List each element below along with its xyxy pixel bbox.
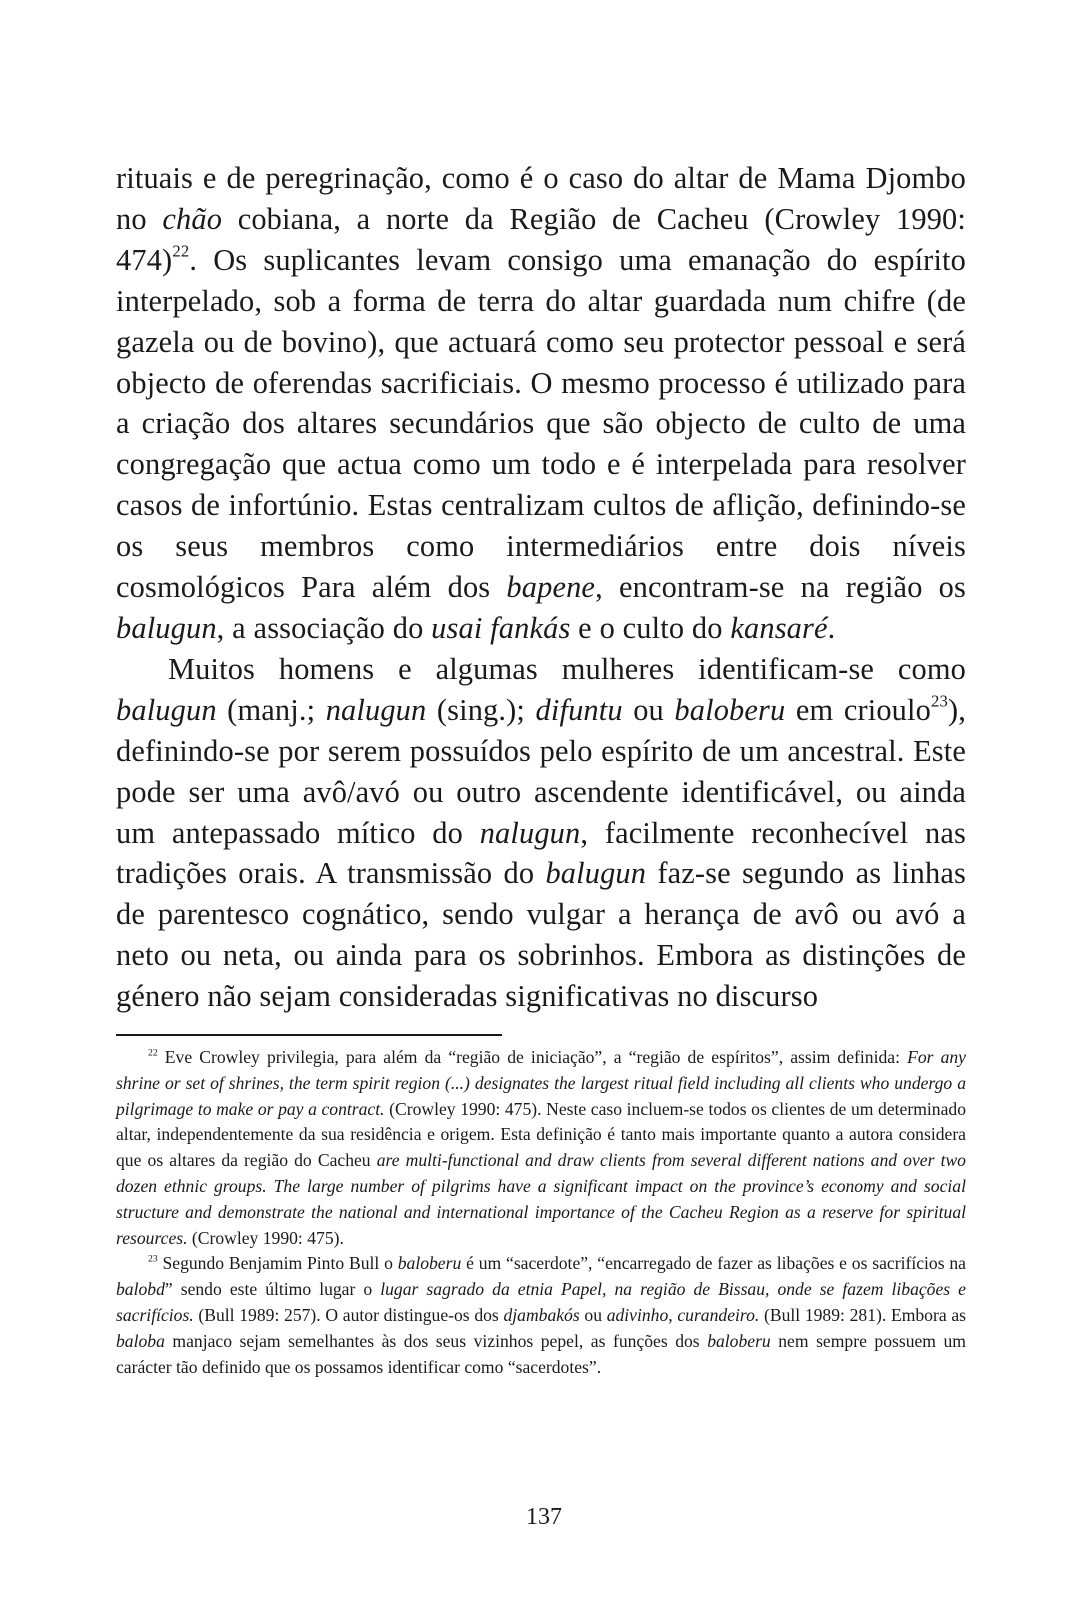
footnote-divider: [116, 1034, 502, 1036]
text-run: (Crowley 1990: 475). Neste caso incluem-se todos os clientes de um determinado altar, independentemente da sua residência e origem. Esta definição é tanto mais importante quanto a autora considera que os altares da região do Cacheu: [116, 1098, 966, 1171]
text-run: Segundo Benjamim Pinto Bull o: [157, 1253, 398, 1274]
text-run: cobiana, a norte da Região de Cacheu (Crowley 1990: 474): [116, 201, 966, 277]
footnotes: [116, 1045, 966, 1380]
italic-quote: are multi-functional and draw clients from several different nations and over two dozen ethnic groups. The large number of pilgrims have a significant impact on the province’s economy and social structure and demonstrate the national and international importance of the Cacheu Region as a reserve for spiritual resources.: [116, 1150, 966, 1248]
text-run: em crioulo: [785, 692, 931, 727]
text-run: nem sempre possuem um carácter tão definido que os possamos identificar como “sacerdotes”.: [116, 1330, 966, 1377]
italic-term: baloberu: [707, 1330, 771, 1351]
italic-quote: lugar sagrado da etnia Papel, na região de Bissau, onde se fazem libações e sacrifícios.: [116, 1279, 966, 1325]
text-run: (Bull 1989: 281). Embora as: [759, 1304, 966, 1325]
italic-term: djambakós: [503, 1304, 580, 1325]
text-run: , a associação do: [216, 610, 432, 645]
italic-term: bapene: [506, 570, 596, 605]
footnote-22: [116, 1045, 966, 1251]
text-run: .: [827, 610, 836, 645]
italic-term: balobd: [116, 1279, 165, 1300]
text-run: ou: [579, 1304, 607, 1325]
footnote-ref-23[interactable]: 23: [930, 691, 948, 711]
text-run: (manj.;: [216, 692, 326, 727]
text-run: faz-se segundo as linhas de parentesco cognático, sendo vulgar a herança de avô ou avó a neto ou neta, ou ainda para os sobrinhos. Embora as distinções de género não sejam consideradas significativas no discurso: [116, 856, 966, 1014]
footnote-23: [116, 1251, 966, 1380]
footnote-number: 23: [148, 1253, 158, 1265]
text-run: , facilmente reconhecível nas tradições orais. A transmissão do: [116, 815, 966, 891]
main-text: [116, 158, 966, 1017]
footnote-number: 22: [148, 1047, 158, 1059]
text-run: Eve Crowley privilegia, para além da “região de iniciação”, a “região de espíritos”, assim definida:: [157, 1047, 908, 1067]
italic-term: chão: [162, 201, 223, 236]
italic-term: baloberu: [674, 692, 786, 727]
text-run: , encontram-se na região os: [595, 570, 966, 605]
paragraph-1: [116, 158, 966, 649]
page-number: 137: [526, 1504, 562, 1530]
text-run: manjaco sejam semelhantes às dos seus vizinhos pepel, as funções dos: [164, 1330, 708, 1351]
italic-term: nalugun: [479, 815, 581, 850]
italic-term: difuntu: [535, 692, 623, 727]
text-run: ou: [622, 692, 675, 727]
text-run: Muitos homens e algumas mulheres identificam-se como: [168, 651, 966, 686]
footnote-ref-22[interactable]: 22: [172, 241, 190, 261]
text-run: (Bull 1989: 257). O autor distingue-os dos: [193, 1304, 504, 1325]
italic-term: baloba: [116, 1330, 165, 1351]
italic-term: kansaré: [730, 610, 828, 645]
italic-term: baloberu: [397, 1253, 462, 1274]
italic-term: balugun: [116, 610, 217, 645]
italic-term: balugun: [116, 692, 217, 727]
text-run: ” sendo este último lugar o: [164, 1279, 381, 1300]
italic-term: balugun: [545, 856, 647, 891]
italic-term: nalugun: [325, 692, 427, 727]
text-run: (sing.);: [426, 692, 536, 727]
text-run: rituais e de peregrinação, como é o caso do altar de Mama Djombo no: [116, 161, 966, 236]
text-run: é um “sacerdote”, “encarregado de fazer as libações e os sacrifícios na: [461, 1253, 966, 1274]
italic-term: usai fankás: [431, 610, 571, 645]
paragraph-2: [116, 649, 966, 1017]
text-run: (Crowley 1990: 475).: [187, 1227, 344, 1248]
text-run: e o culto do: [570, 610, 731, 645]
italic-quote: For any shrine or set of shrines, the term spirit region (...) designates the largest ritual field including all clients who undergo a pilgrimage to make or pay a contract.: [116, 1047, 966, 1119]
text-run: ), definindo-se por serem possuídos pelo espírito de um ancestral. Este pode ser uma avô/avó ou outro ascendente identificável, ou ainda um antepassado mítico do: [116, 692, 966, 850]
text-run: . Os suplicantes levam consigo uma emanação do espírito interpelado, sob a forma de terra do altar guardada num chifre (de gazela ou de bovino), que actuará como seu protector pessoal e será objecto de oferendas sacrificiais. O mesmo processo é utilizado para a criação dos altares secundários que são objecto de culto de uma congregação que actua como um todo e é interpelada para resolver casos de infortúnio. Estas centralizam cultos de aflição, definindo-se os seus membros como intermediários entre dois níveis cosmológicos Para além dos: [116, 242, 966, 605]
italic-term: adivinho, curandeiro.: [606, 1304, 760, 1325]
